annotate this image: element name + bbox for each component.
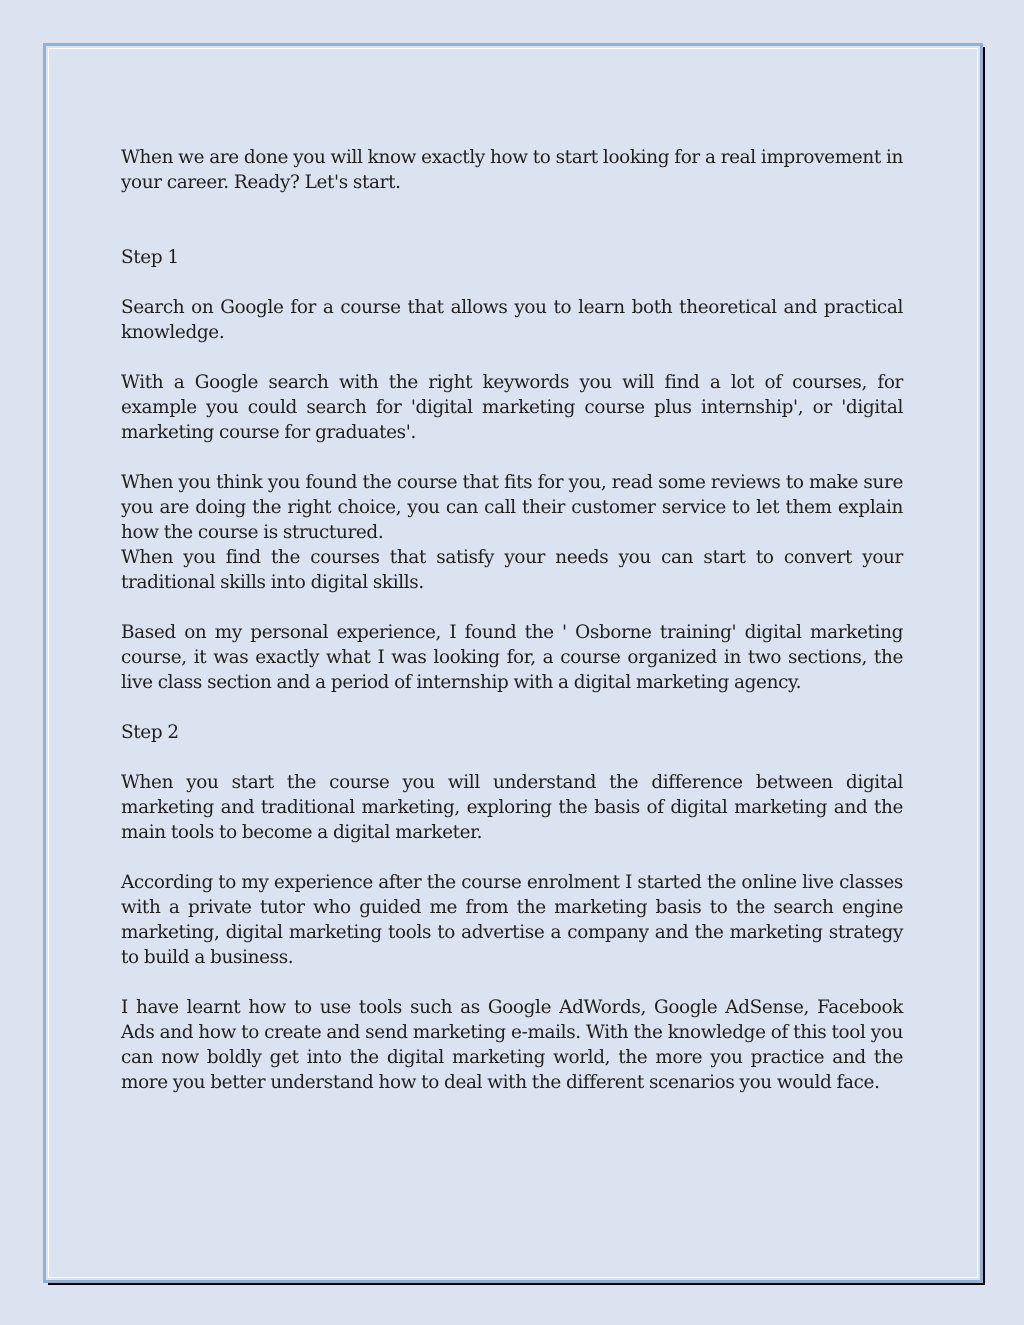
step1-paragraph-4: When you find the courses that satisfy your needs you can start to convert your traditional skills into digital skills.: [121, 547, 903, 593]
spacer: [121, 595, 903, 620]
spacer: [121, 695, 903, 720]
step2-heading: Step 2: [121, 722, 179, 743]
spacer: [121, 970, 903, 995]
spacer: [121, 745, 903, 770]
step2-paragraph-3: I have learnt how to use tools such as Google AdWords, Google AdSense, Facebook Ads and how to create and send marketing e-mails. With the knowledge of this tool you can now boldly get into the digital marketing world, the more you practice and the more you better understand how to deal with the different scenarios you would face.: [121, 997, 903, 1093]
step1-paragraph-3: When you think you found the course that fits for you, read some reviews to make sure you are doing the right choice, you can call their customer service to let them explain how the course is structured.: [121, 472, 903, 543]
step1-paragraph-5: Based on my personal experience, I found the ' Osborne training' digital marketing course, it was exactly what I was looking for, a course organized in two sections, the live class section and a period of internship with a digital marketing agency.: [121, 622, 903, 693]
step1-heading: Step 1: [121, 247, 179, 268]
spacer: [121, 445, 903, 470]
spacer: [121, 845, 903, 870]
step2-paragraph-2: According to my experience after the course enrolment I started the online live classes with a private tutor who guided me from the marketing basis to the search engine marketing, digital marketing tools to advertise a company and the marketing strategy to build a business.: [121, 872, 903, 968]
spacer: [121, 270, 903, 295]
step1-paragraph-2: With a Google search with the right keywords you will find a lot of courses, for example you could search for 'digital marketing course plus internship', or 'digital marketing course for graduates'.: [121, 372, 903, 443]
spacer: [121, 345, 903, 370]
step2-paragraph-1: When you start the course you will understand the difference between digital marketing and traditional marketing, exploring the basis of digital marketing and the main tools to become a digital marketer.: [121, 772, 903, 843]
intro-paragraph: When we are done you will know exactly how to start looking for a real improvement in your career. Ready? Let's start.: [121, 147, 903, 193]
document-body: [121, 145, 903, 1095]
step1-paragraph-1: Search on Google for a course that allows you to learn both theoretical and practical knowledge.: [121, 297, 903, 343]
spacer: [121, 195, 903, 245]
